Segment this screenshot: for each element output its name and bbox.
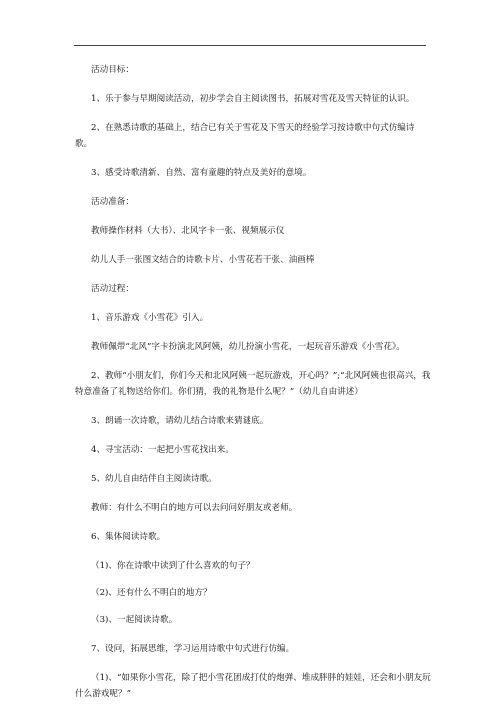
heading-goals: 活动目标： <box>91 65 134 75</box>
step-6-sub-2: （2)、还有什么不明白的地方？ <box>91 588 212 598</box>
step-1-detail: 教师佩带“北风”字卡扮演北风阿姨，幼儿扮演小雪花，一起玩音乐游戏《小雪花》。 <box>91 342 405 352</box>
goal-2: 2、在熟悉诗歌的基础上，结合已有关于雪花及下雪天的经验学习按诗歌中句式仿编诗歌。 <box>75 123 415 149</box>
step-3: 3、朗诵一次诗歌，请幼儿结合诗歌来猜谜底。 <box>91 416 269 426</box>
goal-3: 3、感受诗歌清新、自然、富有童趣的特点及美好的意境。 <box>91 168 312 178</box>
step-4: 4、寻宝活动：一起把小雪花找出来。 <box>91 445 234 455</box>
step-6-sub-1: （1)、你在诗歌中读到了什么喜欢的句子？ <box>91 561 255 571</box>
step-6-sub-3: （3)、一起阅读诗歌。 <box>91 615 178 625</box>
step-7: 7、设问，拓展思维，学习运用诗歌中句式进行仿编。 <box>91 644 295 654</box>
heading-process: 活动过程： <box>91 284 134 294</box>
step-7-sub-1: （1)、“如果你小雪花，除了把小雪花团成打仗的炮弹、堆成胖胖的娃娃，还会和小朋友玩什么游戏呢？” <box>75 673 431 699</box>
document-body <box>75 62 431 715</box>
step-5-detail: 教师：有什么不明白的地方可以去问问好朋友或老师。 <box>91 503 298 513</box>
prep-teacher: 教师操作材料（大书）、北风字卡一张、视频展示仪 <box>91 226 285 236</box>
header-rule <box>74 45 426 46</box>
step-5: 5、幼儿自由结伴自主阅读诗歌。 <box>91 474 217 484</box>
prep-children: 幼儿人手一张图文结合的诗歌卡片、小雪花若干张、油画棒 <box>91 255 315 265</box>
step-2: 2、教师“小朋友们，你们今天和北风阿姨一起玩游戏，开心吗？”;“北风阿姨也很高兴，我特意准备了礼物送给你们。你们猜，我的礼物是什么呢？”（幼儿自由讲述） <box>75 371 431 397</box>
goal-1: 1、乐于参与早期阅读活动，初步学会自主阅读图书，拓展对雪花及雪天特征的认识。 <box>91 94 415 104</box>
heading-preparation: 活动准备： <box>91 197 134 207</box>
step-1: 1、音乐游戏《小雪花》引入。 <box>91 313 209 323</box>
step-6: 6、集体阅读诗歌。 <box>91 532 166 542</box>
